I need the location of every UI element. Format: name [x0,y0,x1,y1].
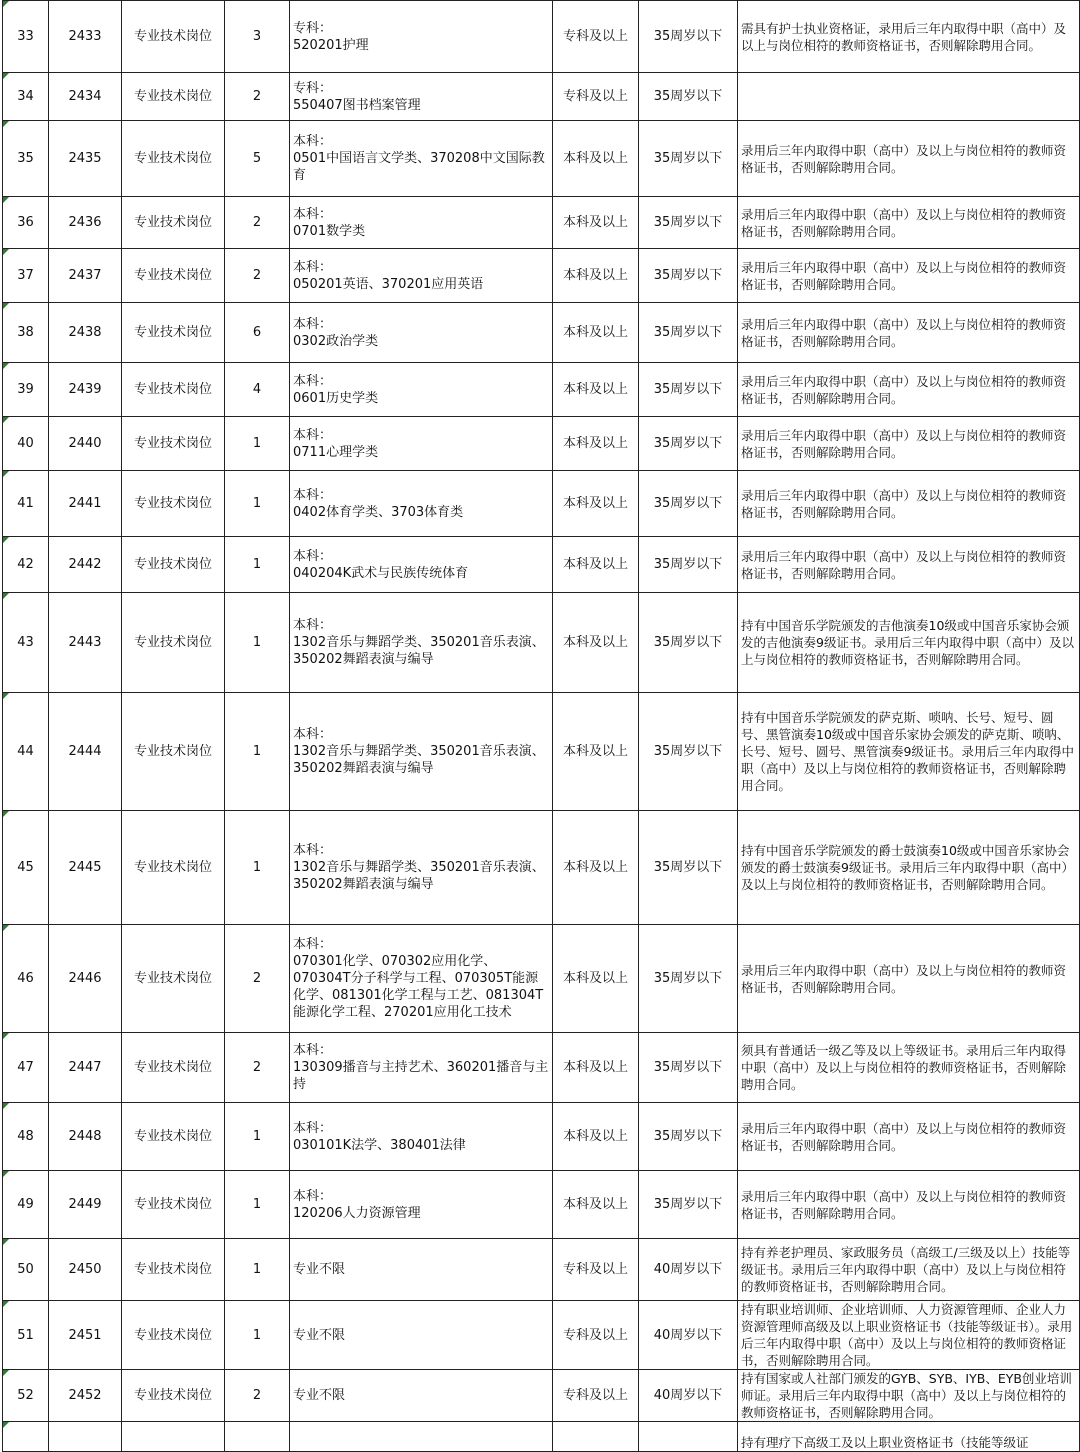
education-cell: 本科及以上 [553,537,639,593]
major-list: 专业不限 [293,1262,346,1277]
row-number-cell [3,1171,49,1239]
row-number: 34 [17,89,34,104]
major-list: 040204K武术与民族传统体育 [293,565,469,581]
age-cell: 35周岁以下 [639,471,738,537]
major-level: 本科： [293,1043,333,1058]
position-type-cell: 专业技术岗位 [122,471,225,537]
row-number-cell [3,593,49,693]
headcount-cell: 5 [225,121,290,197]
position-code-cell: 2436 [49,197,122,249]
age-cell: 35周岁以下 [639,537,738,593]
position-code-cell: 2449 [49,1171,122,1239]
table-row [3,417,1080,471]
education-cell: 本科及以上 [553,811,639,925]
headcount-cell: 2 [225,1370,290,1422]
age-cell: 35周岁以下 [639,73,738,121]
major-level: 本科： [293,427,333,443]
cell-marker-icon [3,811,9,817]
row-number: 45 [17,860,34,875]
headcount-cell: 1 [225,593,290,693]
position-type-cell: 专业技术岗位 [122,249,225,303]
row-number: 37 [17,268,34,283]
major-cell [290,471,553,537]
education-cell: 专科及以上 [553,1,639,73]
cell-marker-icon [3,1301,9,1307]
row-number-cell [3,303,49,363]
position-type-cell: 专业技术岗位 [122,537,225,593]
headcount-cell: 1 [225,1301,290,1370]
row-number: 43 [17,635,34,650]
requirements-cell: 持有国家或人社部门颁发的GYB、SYB、IYB、EYB创业培训师证。录用后三年内取得中职（高中）及以上与岗位相符的教师资格证书，否则解除聘用合同。 [738,1370,1080,1422]
position-code-cell: 2444 [49,693,122,811]
requirements-cell [738,73,1080,121]
major-level: 本科： [293,1120,333,1136]
table-row [3,1103,1080,1171]
age-cell: 35周岁以下 [639,303,738,363]
requirements-cell: 录用后三年内取得中职（高中）及以上与岗位相符的教师资格证书，否则解除聘用合同。 [738,1171,1080,1239]
cell-marker-icon [3,1370,9,1376]
position-code-cell: 2452 [49,1370,122,1422]
age-cell: 35周岁以下 [639,197,738,249]
major-cell [290,593,553,693]
position-code-cell: 2437 [49,249,122,303]
position-type-cell: 专业技术岗位 [122,925,225,1033]
major-cell [290,1239,553,1301]
position-type-cell [122,1422,225,1452]
age-cell: 35周岁以下 [639,121,738,197]
row-number-cell [3,1422,49,1452]
headcount-cell: 4 [225,363,290,417]
cell-marker-icon [3,1171,9,1177]
major-cell [290,1370,553,1422]
headcount-cell: 1 [225,1239,290,1301]
table-row [3,811,1080,925]
cell-marker-icon [3,537,9,543]
cell-marker-icon [3,249,9,255]
age-cell: 35周岁以下 [639,249,738,303]
age-cell: 40周岁以下 [639,1370,738,1422]
major-level: 本科： [293,843,333,858]
major-level: 本科： [293,548,333,564]
requirements-cell: 录用后三年内取得中职（高中）及以上与岗位相符的教师资格证书，否则解除聘用合同。 [738,537,1080,593]
position-code-cell: 2435 [49,121,122,197]
education-cell: 专科及以上 [553,73,639,121]
major-cell [290,537,553,593]
table-row [3,925,1080,1033]
headcount-cell [225,1422,290,1452]
row-number: 40 [17,436,34,451]
row-number-cell [3,1033,49,1103]
headcount-cell: 1 [225,417,290,471]
table-row [3,1033,1080,1103]
headcount-cell: 1 [225,1171,290,1239]
major-list: 1302音乐与舞蹈学类、350201音乐表演、350202舞蹈表演与编导 [293,744,545,776]
major-cell [290,417,553,471]
row-number-cell [3,537,49,593]
age-cell: 35周岁以下 [639,811,738,925]
row-number: 35 [17,151,34,166]
row-number: 51 [17,1327,34,1343]
education-cell: 专科及以上 [553,1370,639,1422]
headcount-cell: 6 [225,303,290,363]
row-number-cell [3,417,49,471]
row-number-cell [3,197,49,249]
recruitment-table [2,0,1080,1452]
major-level: 本科： [293,373,333,389]
major-level: 专科： [293,20,333,36]
education-cell: 专科及以上 [553,1301,639,1370]
cell-marker-icon [3,1,9,7]
position-code-cell: 2446 [49,925,122,1033]
major-cell [290,303,553,363]
position-code-cell: 2434 [49,73,122,121]
row-number-cell [3,1103,49,1171]
requirements-cell: 持有中国音乐学院颁发的萨克斯、唢呐、长号、短号、圆号、黑管演奏10级或中国音乐家协会颁发的萨克斯、唢呐、长号、短号、圆号、黑管演奏9级证书。录用后三年内取得中职（高中）及以上与岗位相符的教师资格证书，否则解除聘用合同。 [738,693,1080,811]
requirements-cell: 须具有普通话一级乙等及以上等级证书。录用后三年内取得中职（高中）及以上与岗位相符的教师资格证书，否则解除聘用合同。 [738,1033,1080,1103]
age-cell: 40周岁以下 [639,1301,738,1370]
major-list: 0402体育学类、3703体育类 [293,504,464,520]
position-type-cell: 专业技术岗位 [122,197,225,249]
table-row [3,1370,1080,1422]
major-level: 本科： [293,206,333,222]
headcount-cell: 1 [225,811,290,925]
position-type-cell: 专业技术岗位 [122,1239,225,1301]
education-cell: 本科及以上 [553,417,639,471]
row-number: 47 [17,1060,34,1075]
major-level: 本科： [293,134,333,149]
row-number-cell [3,811,49,925]
age-cell: 40周岁以下 [639,1239,738,1301]
headcount-cell: 2 [225,197,290,249]
row-number: 46 [17,971,34,986]
cell-marker-icon [3,1033,9,1039]
requirements-cell: 录用后三年内取得中职（高中）及以上与岗位相符的教师资格证书，否则解除聘用合同。 [738,471,1080,537]
table-row [3,693,1080,811]
table-row [3,121,1080,197]
table-row [3,593,1080,693]
position-type-cell: 专业技术岗位 [122,1171,225,1239]
position-type-cell: 专业技术岗位 [122,593,225,693]
headcount-cell: 2 [225,249,290,303]
position-type-cell: 专业技术岗位 [122,693,225,811]
major-cell [290,1171,553,1239]
requirements-cell: 持有理疗下高级工及以上职业资格证书（技能等级证 [738,1422,1080,1452]
age-cell: 35周岁以下 [639,1,738,73]
row-number: 38 [17,325,34,340]
headcount-cell: 1 [225,1103,290,1171]
table-row [3,1171,1080,1239]
cell-marker-icon [3,471,9,477]
major-level: 专科： [293,80,333,96]
row-number-cell [3,925,49,1033]
major-list: 0302政治学类 [293,333,379,349]
major-cell [290,1422,553,1452]
age-cell: 35周岁以下 [639,593,738,693]
age-cell: 35周岁以下 [639,1171,738,1239]
position-type-cell: 专业技术岗位 [122,1301,225,1370]
table-row [3,1239,1080,1301]
position-code-cell: 2450 [49,1239,122,1301]
row-number-cell [3,1301,49,1370]
major-list: 520201护理 [293,37,369,53]
cell-marker-icon [3,73,9,79]
row-number: 44 [17,744,34,759]
table-row [3,249,1080,303]
education-cell: 本科及以上 [553,471,639,537]
age-cell: 35周岁以下 [639,925,738,1033]
row-number: 42 [17,557,34,572]
major-level: 本科： [293,1188,333,1204]
cell-marker-icon [3,363,9,369]
position-code-cell: 2441 [49,471,122,537]
major-list: 1302音乐与舞蹈学类、350201音乐表演、350202舞蹈表演与编导 [293,860,545,892]
major-cell [290,1033,553,1103]
row-number: 36 [17,215,34,230]
requirements-cell: 持有中国音乐学院颁发的爵士鼓演奏10级或中国音乐家协会颁发的爵士鼓演奏9级证书。录用后三年内取得中职（高中）及以上与岗位相符的教师资格证书，否则解除聘用合同。 [738,811,1080,925]
requirements-cell: 录用后三年内取得中职（高中）及以上与岗位相符的教师资格证书，否则解除聘用合同。 [738,197,1080,249]
education-cell [553,1422,639,1452]
education-cell: 本科及以上 [553,363,639,417]
major-list: 专业不限 [293,1388,346,1403]
cell-marker-icon [3,693,9,699]
cell-marker-icon [3,1103,9,1109]
major-list: 130309播音与主持艺术、360201播音与主持 [293,1060,549,1092]
major-level: 本科： [293,487,333,503]
education-cell: 本科及以上 [553,925,639,1033]
row-number: 33 [17,29,34,44]
position-code-cell: 2451 [49,1301,122,1370]
position-code-cell: 2448 [49,1103,122,1171]
education-cell: 本科及以上 [553,1033,639,1103]
headcount-cell: 2 [225,925,290,1033]
table-row [3,363,1080,417]
major-list: 0701数学类 [293,223,366,239]
requirements-cell: 需具有护士执业资格证，录用后三年内取得中职（高中）及以上与岗位相符的教师资格证书，否则解除聘用合同。 [738,1,1080,73]
position-code-cell: 2443 [49,593,122,693]
table-row [3,1,1080,73]
headcount-cell: 2 [225,73,290,121]
requirements-cell: 录用后三年内取得中职（高中）及以上与岗位相符的教师资格证书，否则解除聘用合同。 [738,249,1080,303]
cell-marker-icon [3,1239,9,1245]
major-list: 0711心理学类 [293,444,379,460]
row-number: 39 [17,382,34,397]
major-cell [290,1,553,73]
table-row [3,1301,1080,1370]
table-row [3,303,1080,363]
headcount-cell: 3 [225,1,290,73]
age-cell: 35周岁以下 [639,1103,738,1171]
education-cell: 本科及以上 [553,249,639,303]
requirements-cell: 持有中国音乐学院颁发的吉他演奏10级或中国音乐家协会颁发的吉他演奏9级证书。录用后三年内取得中职（高中）及以上与岗位相符的教师资格证书，否则解除聘用合同。 [738,593,1080,693]
age-cell: 35周岁以下 [639,1033,738,1103]
table-row [3,197,1080,249]
requirements-cell: 录用后三年内取得中职（高中）及以上与岗位相符的教师资格证书，否则解除聘用合同。 [738,363,1080,417]
education-cell: 本科及以上 [553,121,639,197]
position-code-cell: 2442 [49,537,122,593]
row-number-cell [3,471,49,537]
education-cell: 本科及以上 [553,197,639,249]
position-type-cell: 专业技术岗位 [122,811,225,925]
position-type-cell: 专业技术岗位 [122,1103,225,1171]
row-number-cell [3,1370,49,1422]
row-number: 49 [17,1197,34,1212]
cell-marker-icon [3,1422,9,1428]
major-level: 本科： [293,727,333,742]
position-type-cell: 专业技术岗位 [122,363,225,417]
cell-marker-icon [3,925,9,931]
major-cell [290,121,553,197]
position-code-cell: 2447 [49,1033,122,1103]
major-level: 本科： [293,618,333,633]
position-code-cell: 2433 [49,1,122,73]
position-type-cell: 专业技术岗位 [122,1033,225,1103]
cell-marker-icon [3,303,9,309]
age-cell: 35周岁以下 [639,417,738,471]
cell-marker-icon [3,417,9,423]
cell-marker-icon [3,197,9,203]
major-list: 120206人力资源管理 [293,1205,421,1221]
requirements-cell: 持有养老护理员、家政服务员（高级工/三级及以上）技能等级证书。录用后三年内取得中职（高中）及以上与岗位相符的教师资格证书，否则解除聘用合同。 [738,1239,1080,1301]
major-cell [290,693,553,811]
position-code-cell [49,1422,122,1452]
requirements-cell: 录用后三年内取得中职（高中）及以上与岗位相符的教师资格证书，否则解除聘用合同。 [738,925,1080,1033]
headcount-cell: 1 [225,537,290,593]
major-cell [290,811,553,925]
row-number: 52 [17,1388,34,1403]
education-cell: 本科及以上 [553,1103,639,1171]
row-number: 50 [17,1262,34,1277]
requirements-cell: 录用后三年内取得中职（高中）及以上与岗位相符的教师资格证书，否则解除聘用合同。 [738,417,1080,471]
position-type-cell: 专业技术岗位 [122,1370,225,1422]
education-cell: 本科及以上 [553,593,639,693]
major-cell [290,1103,553,1171]
table-body [3,1,1080,1452]
position-code-cell: 2438 [49,303,122,363]
major-list: 030101K法学、380401法律 [293,1137,466,1153]
row-number: 41 [17,496,34,511]
position-type-cell: 专业技术岗位 [122,73,225,121]
major-cell [290,1301,553,1370]
major-cell [290,73,553,121]
major-list: 070301化学、070302应用化学、070304T分子科学与工程、070305T能源化学、081301化学工程与工艺、081304T能源化学工程、270201应用化工技术 [293,954,544,1020]
row-number-cell [3,73,49,121]
row-number-cell [3,249,49,303]
position-type-cell: 专业技术岗位 [122,1,225,73]
education-cell: 本科及以上 [553,303,639,363]
cell-marker-icon [3,121,9,127]
age-cell: 35周岁以下 [639,363,738,417]
age-cell: 35周岁以下 [639,693,738,811]
headcount-cell: 1 [225,693,290,811]
major-list: 550407图书档案管理 [293,97,421,113]
major-level: 本科： [293,937,333,952]
table-row [3,471,1080,537]
cell-marker-icon [3,593,9,599]
row-number-cell [3,363,49,417]
requirements-cell: 持有职业培训师、企业培训师、人力资源管理师、企业人力资源管理师高级及以上职业资格证书（技能等级证书）。录用后三年内取得中职（高中）及以上与岗位相符的教师资格证书，否则解除聘用合同。 [738,1301,1080,1370]
position-type-cell: 专业技术岗位 [122,417,225,471]
row-number-cell [3,1,49,73]
table-row [3,1422,1080,1452]
position-code-cell: 2445 [49,811,122,925]
requirements-cell: 录用后三年内取得中职（高中）及以上与岗位相符的教师资格证书，否则解除聘用合同。 [738,303,1080,363]
education-cell: 本科及以上 [553,1171,639,1239]
headcount-cell: 2 [225,1033,290,1103]
row-number: 48 [17,1129,34,1144]
position-code-cell: 2440 [49,417,122,471]
major-level: 本科： [293,316,333,332]
table-row [3,73,1080,121]
education-cell: 本科及以上 [553,693,639,811]
major-cell [290,363,553,417]
position-code-cell: 2439 [49,363,122,417]
row-number-cell [3,1239,49,1301]
table-row [3,537,1080,593]
major-cell [290,925,553,1033]
headcount-cell: 1 [225,471,290,537]
major-list: 0501中国语言文学类、370208中文国际教育 [293,151,545,183]
education-cell: 专科及以上 [553,1239,639,1301]
major-level: 本科： [293,259,333,275]
major-cell [290,197,553,249]
requirements-cell: 录用后三年内取得中职（高中）及以上与岗位相符的教师资格证书，否则解除聘用合同。 [738,1103,1080,1171]
major-list: 1302音乐与舞蹈学类、350201音乐表演、350202舞蹈表演与编导 [293,635,545,667]
position-type-cell: 专业技术岗位 [122,121,225,197]
major-cell [290,249,553,303]
major-list: 专业不限 [293,1327,346,1343]
major-list: 0601历史学类 [293,390,379,406]
requirements-cell: 录用后三年内取得中职（高中）及以上与岗位相符的教师资格证书，否则解除聘用合同。 [738,121,1080,197]
row-number-cell [3,121,49,197]
age-cell [639,1422,738,1452]
major-list: 050201英语、370201应用英语 [293,276,484,292]
row-number-cell [3,693,49,811]
position-type-cell: 专业技术岗位 [122,303,225,363]
